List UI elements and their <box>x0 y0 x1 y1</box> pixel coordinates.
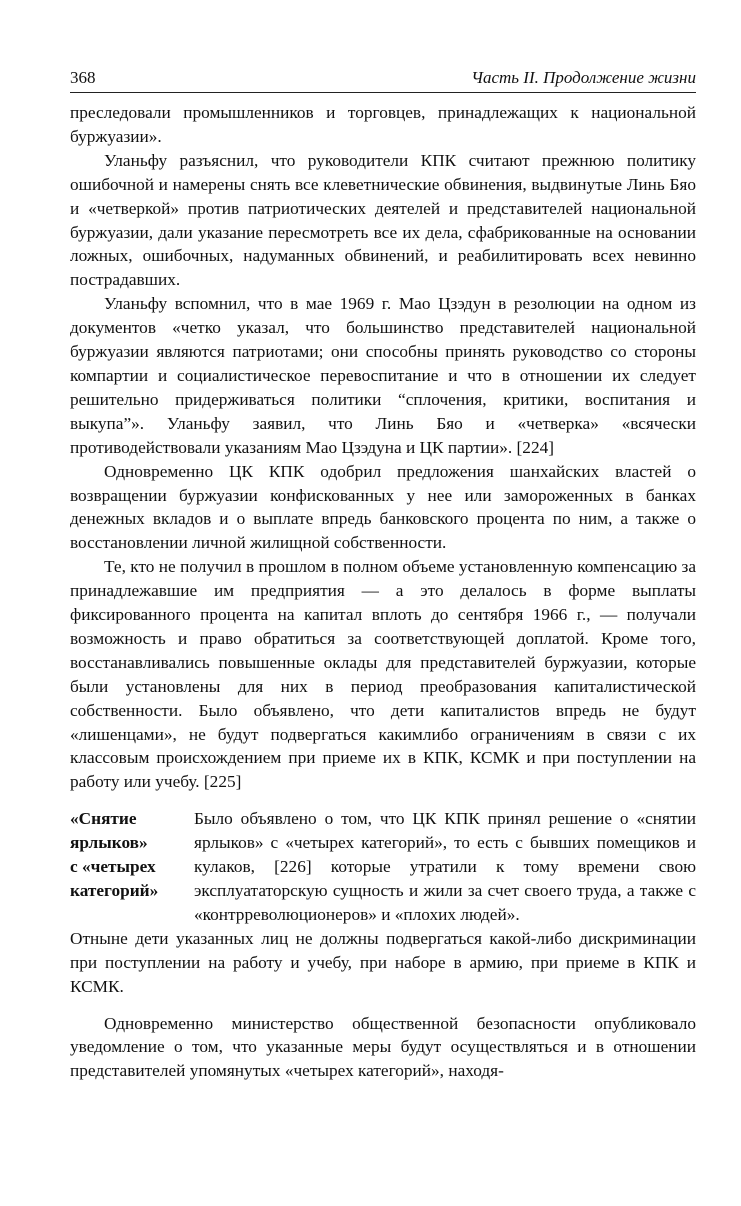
paragraph: Одновременно ЦК КПК одобрил предложения шанхайских властей о возвращении буржуазии конфискованных у нее или замороженных в банках денежных вкладов и о выплате впредь банковского процента по ним, а также о восстановлении личной жилищной собственности. <box>70 461 696 553</box>
margin-heading-line: с «четырех <box>70 857 156 877</box>
paragraph-continuation: преследовали промышленников и торговцев, принадлежащих к национальной буржуазии». <box>70 103 696 146</box>
running-header <box>70 68 696 93</box>
paragraph-continuation: Отныне дети указанных лиц не должны подвергаться какой-либо дискриминации при поступлении на работу и учебу, при наборе в армию, при приеме в КПК и КСМК. <box>70 928 696 996</box>
margin-heading-section <box>70 807 696 927</box>
paragraph: Уланьфу разъяснил, что руководители КПК считают прежнюю политику ошибочной и намерены снять все клеветнические обвинения, выдвинутые Линь Бяо и «четверкой» против патриотических деятелей и представителей национальной буржуазии, дали указание пересмотреть все их дела, сфабрикованные на основании ложных, ошибочных, надуманных обвинений, и реабилитировать всех невинно пострадавших. <box>70 150 696 290</box>
margin-section-text: Было объявлено о том, что ЦК КПК принял решение о «снятии ярлыков» с «четырех категорий», то есть с бывших помещиков и кулаков, [226] которые утратили к тому времени свою эксплуататорскую сущность и жили за счет своего труда, а также с «контрреволюционеров» и «плохих людей». <box>194 809 696 924</box>
paragraph: Одновременно министерство общественной безопасности опубликовало уведомление о том, что указанные меры будут осуществляться и в отношении представителей упомянутых «четырех категорий», находя- <box>70 1013 696 1081</box>
margin-heading-line: ярлыков» <box>70 833 148 853</box>
margin-heading-line: категорий» <box>70 881 159 900</box>
chapter-title: Часть II. Продолжение жизни <box>471 68 696 87</box>
page-number: 368 <box>70 68 96 87</box>
margin-heading <box>70 807 186 927</box>
page-body <box>70 101 696 1083</box>
paragraph: Те, кто не получил в прошлом в полном объеме установленную компенсацию за принадлежавшие им предприятия — а это делалось в форме выплаты фиксированного процента на капитал вплоть до сентября 1966 г., — получали возможность и право обратиться за соответствующей доплатой. Кроме того, восстанавливались повышенные оклады для представителей буржуазии, которые были установлены для них в период преобразования капиталистической собственности. Было объявлено, что дети капиталистов впредь не будут «лишенцами», не будут подвергаться какимлибо ограничениям в связи с их классовым происхождением при приеме их в КПК, КСМК и при поступлении на работу или учебу. [225] <box>70 557 696 792</box>
margin-heading-line: «Снятие <box>70 809 137 829</box>
book-page <box>70 68 696 1083</box>
paragraph: Уланьфу вспомнил, что в мае 1969 г. Мао Цзэдун в резолюции на одном из документов «четко указал, что большинство представителей национальной буржуазии являются патриотами; они способны принять руководство со стороны компартии и социалистическое перевоспитание и что в отношении их следует решительно придерживаться политики “сплочения, критики, воспитания и выкупа”». Уланьфу заявил, что Линь Бяо и «четверка» «всячески противодействовали указаниям Мао Цзэдуна и ЦК партии». [224] <box>70 294 696 457</box>
